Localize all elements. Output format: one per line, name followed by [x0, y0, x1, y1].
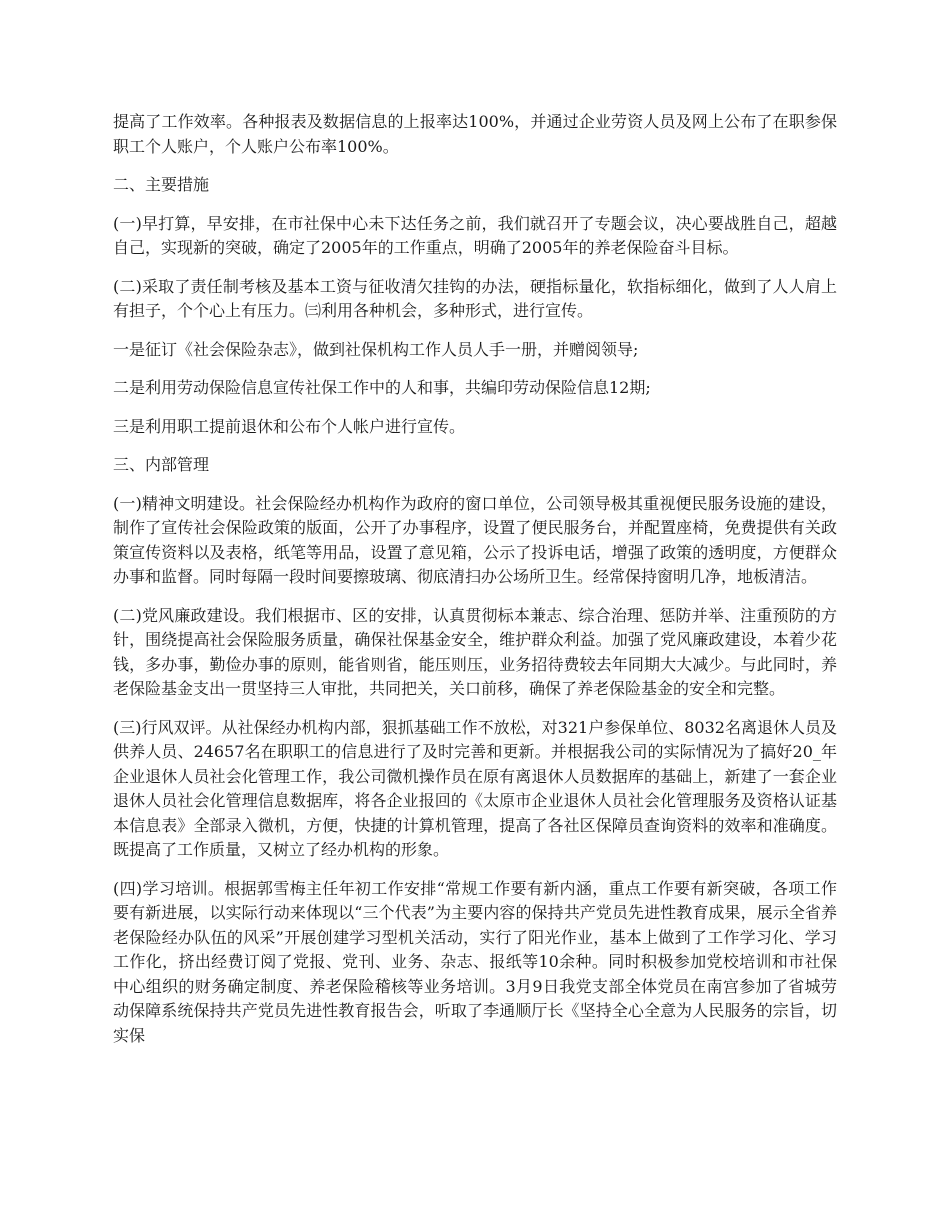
paragraph-measure-2: (二)采取了责任制考核及基本工资与征收清欠挂钩的办法，硬指标量化，软指标细化，做到了人人肩上有担子，个个心上有压力。㈢利用各种机会，多种形式，进行宣传。 [113, 276, 837, 320]
paragraph-publicity-3: 三是利用职工提前退休和公布个人帐户进行宣传。 [113, 416, 466, 436]
paragraph-conduct-review: (三)行风双评。从社保经办机构内部，狠抓基础工作不放松，对321户参保单位、8032名离退休人员及供养人员、24657名在职职工的信息进行了及时完善和更新。并根据我公司的实际情况为了搞好20_年企业退休人员社会化管理工作，我公司微机操作员在原有离退休人员数据库的基础上，新建了一套企业退休人员社会化管理信息数据库，将各企业报回的《太原市企业退休人员社会化管理服务及资格认证基本信息表》全部录入微机，方便，快捷的计算机管理，提高了各社区保障员查询资料的效率和准确度。既提高了工作质量，又树立了经办机构的形象。 [113, 717, 837, 859]
document-page [113, 110, 837, 1062]
paragraph-publicity-2: 二是利用劳动保险信息宣传社保工作中的人和事，共编印劳动保险信息12期; [113, 378, 651, 397]
paragraph-integrity: (二)党风廉政建设。我们根据市、区的安排，认真贯彻标本兼志、综合治理、惩防并举、注重预防的方针，围绕提高社会保险服务质量，确保社保基金安全，维护群众利益。加强了党风廉政建设，本着少花钱，多办事，勤俭办事的原则，能省则省，能压则压，业务招待费较去年同期大大减少。与此同时，养老保险基金支出一贯坚持三人审批，共同把关，关口前移，确保了养老保险基金的安全和完整。 [113, 605, 837, 698]
paragraph-measure-1: (一)早打算，早安排，在市社保中心未下达任务之前，我们就召开了专题会议，决心要战胜自己，超越自己，实现新的突破，确定了2005年的工作重点，明确了2005年的养老保险奋斗目标。 [113, 213, 837, 257]
section-heading-main-measures: 二、主要措施 [113, 175, 210, 194]
section-heading-internal-management: 三、内部管理 [113, 455, 210, 474]
paragraph-publicity-1: 一是征订《社会保险杂志》，做到社保机构工作人员人手一册，并赠阅领导; [113, 339, 639, 359]
paragraph-training: (四)学习培训。根据郭雪梅主任年初工作安排“常规工作要有新内涵，重点工作要有新突破，各项工作要有新进展，以实际行动来体现以“三个代表”为主要内容的保持共产党员先进性教育成果，展示全省养老保险经办队伍的风采”开展创建学习型机关活动，实行了阳光作业，基本上做到了工作学习化、学习工作化，挤出经费订阅了党报、党刊、业务、杂志、报纸等10余种。同时积极参加党校培训和市社保中心组织的财务确定制度、养老保险稽核等业务培训。3月9日我党支部全体党员在南宫参加了省城劳动保障系统保持共产党员先进性教育报告会，听取了李通顺厅长《坚持全心全意为人民服务的宗旨，切实保 [113, 878, 837, 1045]
paragraph-civilization: (一)精神文明建设。社会保险经办机构作为政府的窗口单位，公司领导极其重视便民服务设施的建设，制作了宣传社会保险政策的版面，公开了办事程序，设置了便民服务台，并配置座椅，免费提供有关政策宣传资料以及表格，纸笔等用品，设置了意见箱，公示了投诉电话，增强了政策的透明度，方便群众办事和监督。同时每隔一段时间要擦玻璃、彻底清扫办公场所卫生。经常保持窗明几净，地板清洁。 [113, 493, 837, 586]
paragraph-intro-continued: 提高了工作效率。各种报表及数据信息的上报率达100%，并通过企业劳资人员及网上公布了在职参保职工个人账户，个人账户公布率100%。 [113, 112, 837, 156]
